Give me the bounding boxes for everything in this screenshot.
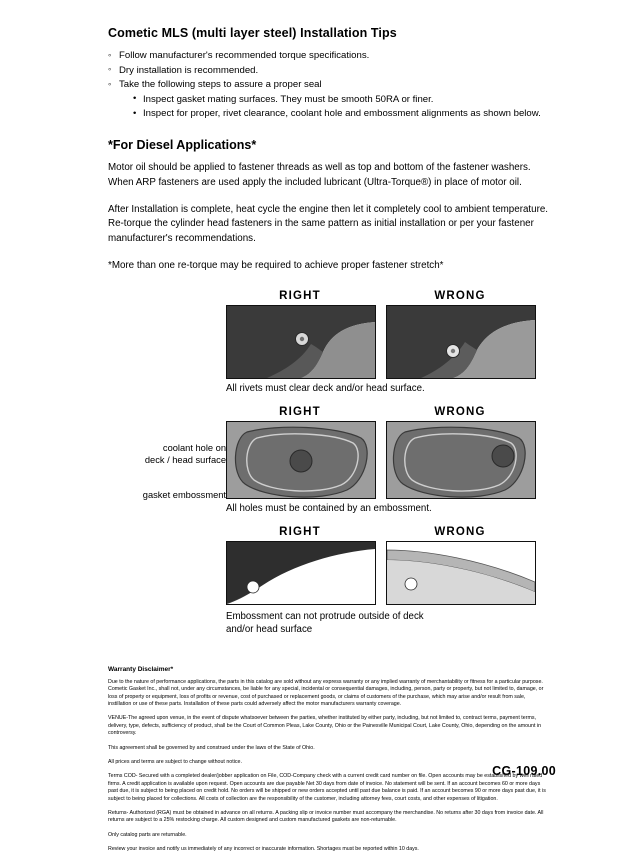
figure-image-right-embossment xyxy=(226,421,376,499)
paragraph-heat-cycle: After Installation is complete, heat cycle the engine then let it completely cool to ambient temperature. Re-torque the cylinder head fasteners in the same pattern as initial installation or per your fastener manufacturer's recommendations. xyxy=(108,203,549,245)
figure-right-embossment xyxy=(226,406,374,499)
figure-image-right-rivets xyxy=(226,305,376,379)
callout-coolant-hole: coolant hole on deck / head surface xyxy=(144,442,226,466)
figure-group-rivets xyxy=(80,290,538,394)
figure-label-wrong: WRONG xyxy=(434,405,486,418)
paragraph-motor-oil: Motor oil should be applied to fastener threads as well as top and bottom of the fastener washers. When ARP fasteners are used apply the included lubricant (Ultra-Torque®) in place of motor oil. xyxy=(108,161,531,188)
figure-label-right: RIGHT xyxy=(279,289,321,302)
tips-list xyxy=(108,49,578,122)
figure-image-wrong-embossment xyxy=(386,421,536,499)
warranty-paragraph: This agreement shall be governed by and construed under the laws of the State of Ohio. xyxy=(108,744,315,751)
figure-caption-protrusion: Embossment can not protrude outside of deck and/or head surface xyxy=(226,610,424,635)
figure-wrong-embossment xyxy=(386,406,534,499)
warranty-section xyxy=(108,666,548,854)
section-heading-diesel: *For Diesel Applications* xyxy=(108,137,257,152)
page-title: Cometic MLS (multi layer steel) Installation Tips xyxy=(108,26,397,40)
figure-group-protrusion xyxy=(80,526,538,636)
list-item-label: Take the following steps to assure a proper seal xyxy=(119,79,322,91)
figures-section xyxy=(40,290,578,636)
figure-label-right: RIGHT xyxy=(279,525,321,538)
document-number: CG-109.00 xyxy=(492,764,556,778)
figure-label-wrong: WRONG xyxy=(434,525,486,538)
warranty-paragraph: VENUE-The agreed upon venue, in the event of dispute whatsoever between the parties, whether instituted by either party, including, but not limited to, contract terms, payment terms, delivery, type, defects, sufficiency of product, shall be the Court of Common Pleas, Lake County, Ohio or the Painesville Municipal Court, Lake County, Ohio, depending on the amount in controversy. xyxy=(108,715,542,737)
list-item: • Inspect gasket mating surfaces. They must be smooth 50RA or finer. xyxy=(133,93,578,108)
figure-label-right: RIGHT xyxy=(279,405,321,418)
figure-right-protrusion xyxy=(226,526,374,605)
warranty-paragraph: All prices and terms are subject to change without notice. xyxy=(108,759,242,765)
list-item: • Inspect for proper, rivet clearance, coolant hole and embossment alignments as shown below. xyxy=(133,107,578,122)
figure-image-right-protrusion xyxy=(226,541,376,605)
warranty-paragraph: Returns- Authorized (RGA) must be obtained in advance on all returns. A packing slip or invoice number must accompany the merchandise. No returns after 30 days from invoice date. All returns are subject to a 25% restocking charge. All custom designed and custom manufactured gaskets are non-returnable. xyxy=(108,810,544,824)
callout-gasket-embossment: gasket embossment xyxy=(142,489,226,500)
warranty-paragraph: Only catalog parts are returnable. xyxy=(108,831,187,838)
figure-label-wrong: WRONG xyxy=(434,289,486,302)
figure-caption-embossment: All holes must be contained by an embossment. xyxy=(226,502,432,514)
figure-wrong-protrusion xyxy=(386,526,534,605)
figure-image-wrong-rivets xyxy=(386,305,536,379)
list-item: ◦ Follow manufacturer's recommended torque specifications. xyxy=(108,49,578,64)
figure-wrong-rivets xyxy=(386,290,534,379)
warranty-heading: Warranty Disclaimer* xyxy=(108,665,174,673)
warranty-paragraph: Review your invoice and notify us immediately of any incorrect or inaccurate information. Shortages must be reported within 10 days. xyxy=(108,846,419,853)
figure-group-embossment xyxy=(80,406,538,514)
warranty-paragraph: Due to the nature of performance applications, the parts in this catalog are sold without any express warranty or any implied warranty of merchantability or fitness for a particular purpose. Cometic Gasket Inc., shall not, under any circumstances, be liable for any special, incidental or consequential damages, including, person, party or property, but not limited to, damage, or loss of property or equipment, loss of profits or revenue, cost of purchased or replacement goods, or claims of customers of the purchase, which may arise and/or result from sale, instillation or use of these parts. Installation of these parts could adversely affect the motor manufacturers warranty coverage. xyxy=(108,678,544,707)
figure-image-wrong-protrusion xyxy=(386,541,536,605)
note-retorque: *More than one re-torque may be required to achieve proper fastener stretch* xyxy=(108,259,444,271)
figure-caption-rivets: All rivets must clear deck and/or head surface. xyxy=(226,382,425,394)
figure-right-rivets xyxy=(226,290,374,379)
list-item: ◦ Dry installation is recommended. xyxy=(108,64,578,79)
tips-sublist xyxy=(119,93,578,122)
figure-callouts xyxy=(80,406,226,502)
list-item xyxy=(108,78,578,122)
warranty-paragraph: Terms COD- Secured with a completed dealer/jobber application on File, COD-Company check with a current credit card number on file. Open accounts may be established by well rated firms. A credit application is available upon request. Open accounts are due payable Net 30 days from date of invoice. No statement will be sent. If an account becomes 60 or more days past due, it is subject to being placed on credit hold. No orders will be shipped or new orders accepted until past due balance is paid. If an account becomes 90 or more days past due, it is subject to being placed for collections. All costs of collection are the responsibility of the customer, including attorney fees, court costs, and other expenses of litigation. xyxy=(108,773,546,802)
